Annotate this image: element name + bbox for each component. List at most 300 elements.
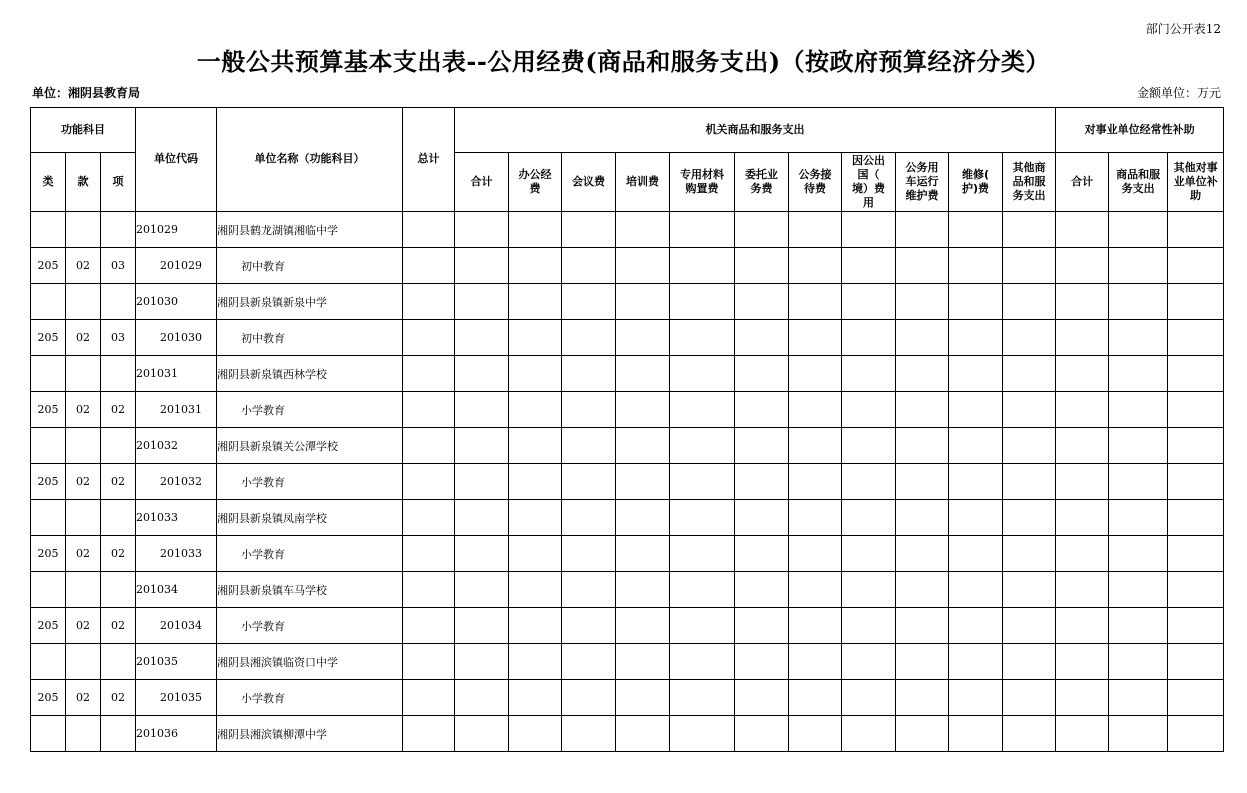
amount-cell	[616, 248, 670, 284]
amount-cell	[562, 644, 616, 680]
amount-cell	[403, 716, 455, 752]
amount-cell	[789, 320, 842, 356]
amount-cell	[896, 356, 949, 392]
table-header	[31, 108, 1224, 212]
agency-col-4: 专用材料 购置费	[670, 153, 735, 212]
amount-cell	[949, 644, 1003, 680]
lei-cell	[31, 572, 66, 608]
amount-cell	[403, 428, 455, 464]
amount-cell	[670, 572, 735, 608]
kuan-header: 款	[66, 153, 101, 212]
amount-cell	[403, 392, 455, 428]
amount-cell	[735, 320, 789, 356]
amount-cell	[403, 464, 455, 500]
amount-cell	[949, 500, 1003, 536]
lei-cell	[31, 500, 66, 536]
amount-cell	[1003, 428, 1056, 464]
table-row	[31, 536, 1224, 572]
amount-cell	[616, 608, 670, 644]
kuan-cell	[66, 356, 101, 392]
amount-cell	[509, 392, 562, 428]
table-row	[31, 608, 1224, 644]
amount-cell	[670, 500, 735, 536]
amount-cell	[842, 212, 896, 248]
table-row	[31, 644, 1224, 680]
amount-cell	[1168, 716, 1224, 752]
amount-cell	[455, 716, 509, 752]
amount-cell	[1003, 212, 1056, 248]
kuan-cell: 02	[66, 680, 101, 716]
amount-cell	[670, 716, 735, 752]
amount-cell	[670, 644, 735, 680]
amount-cell	[1003, 572, 1056, 608]
lei-cell: 205	[31, 680, 66, 716]
agency-col-2: 会议费	[562, 153, 616, 212]
unit-code-cell: 201030	[136, 284, 217, 320]
unit-code-cell: 201029	[136, 212, 217, 248]
amount-cell	[403, 608, 455, 644]
kuan-cell: 02	[66, 464, 101, 500]
amount-cell	[735, 608, 789, 644]
kuan-cell: 02	[66, 392, 101, 428]
amount-cell	[455, 464, 509, 500]
table-row	[31, 392, 1224, 428]
amount-cell	[735, 212, 789, 248]
amount-cell	[616, 212, 670, 248]
amount-cell	[789, 572, 842, 608]
unit-name-cell: 湘阴县湘滨镇临资口中学	[217, 644, 403, 680]
kuan-cell	[66, 644, 101, 680]
amount-cell	[509, 320, 562, 356]
amount-cell	[1056, 608, 1109, 644]
unit-name-cell: 湘阴县湘滨镇柳潭中学	[217, 716, 403, 752]
agency-col-8: 公务用 车运行 维护费	[896, 153, 949, 212]
amount-cell	[735, 284, 789, 320]
unit-code-cell: 201035	[136, 644, 217, 680]
agency-col-0: 合计	[455, 153, 509, 212]
amount-cell	[896, 212, 949, 248]
amount-cell	[670, 428, 735, 464]
amount-cell	[896, 248, 949, 284]
amount-cell	[616, 572, 670, 608]
amount-cell	[509, 428, 562, 464]
amount-cell	[842, 500, 896, 536]
budget-table	[30, 107, 1224, 752]
amount-cell	[509, 500, 562, 536]
amount-cell	[1109, 572, 1168, 608]
amount-cell	[1109, 356, 1168, 392]
agency-col-3: 培训费	[616, 153, 670, 212]
lei-cell: 205	[31, 320, 66, 356]
amount-cell	[1056, 392, 1109, 428]
amount-cell	[949, 608, 1003, 644]
amount-cell	[1056, 428, 1109, 464]
amount-cell	[1056, 248, 1109, 284]
amount-cell	[1003, 464, 1056, 500]
amount-cell	[616, 536, 670, 572]
amount-cell	[670, 212, 735, 248]
kuan-cell	[66, 572, 101, 608]
amount-cell	[509, 284, 562, 320]
amount-cell	[455, 680, 509, 716]
amount-cell	[949, 248, 1003, 284]
unit-name-cell: 小学教育	[217, 680, 403, 716]
xiang-cell: 02	[101, 608, 136, 644]
amount-cell	[509, 608, 562, 644]
amount-cell	[1109, 500, 1168, 536]
lei-cell: 205	[31, 464, 66, 500]
xiang-cell: 03	[101, 320, 136, 356]
amount-cell	[949, 212, 1003, 248]
amount-cell	[1168, 644, 1224, 680]
unit-name-header: 单位名称（功能科目）	[217, 108, 403, 212]
amount-cell	[1109, 212, 1168, 248]
amount-cell	[949, 284, 1003, 320]
amount-cell	[670, 608, 735, 644]
amount-cell	[735, 356, 789, 392]
amount-cell	[1168, 464, 1224, 500]
amount-cell	[1003, 248, 1056, 284]
xiang-header: 项	[101, 153, 136, 212]
amount-cell	[1168, 392, 1224, 428]
amount-cell	[1056, 356, 1109, 392]
table-row	[31, 356, 1224, 392]
amount-cell	[455, 212, 509, 248]
lei-cell: 205	[31, 608, 66, 644]
amount-cell	[789, 500, 842, 536]
amount-cell	[789, 284, 842, 320]
amount-cell	[1168, 212, 1224, 248]
amount-cell	[949, 536, 1003, 572]
agency-group-header: 机关商品和服务支出	[455, 108, 1056, 153]
amount-cell	[403, 356, 455, 392]
unit-name-cell: 湘阴县鹤龙湖镇湘临中学	[217, 212, 403, 248]
amount-cell	[1003, 284, 1056, 320]
amount-cell	[562, 320, 616, 356]
amount-cell	[1003, 680, 1056, 716]
amount-cell	[735, 392, 789, 428]
agency-col-9: 维修( 护)费	[949, 153, 1003, 212]
amount-cell	[1168, 356, 1224, 392]
amount-cell	[403, 572, 455, 608]
table-row	[31, 680, 1224, 716]
amount-cell	[562, 284, 616, 320]
unit-code-cell: 201029	[136, 248, 217, 284]
lei-cell	[31, 428, 66, 464]
unit-name-cell: 湘阴县新泉镇新泉中学	[217, 284, 403, 320]
amount-cell	[1056, 716, 1109, 752]
amount-cell	[949, 680, 1003, 716]
unit-code-cell: 201031	[136, 356, 217, 392]
xiang-cell: 02	[101, 464, 136, 500]
unit-name-cell: 湘阴县新泉镇关公潭学校	[217, 428, 403, 464]
amount-cell	[842, 644, 896, 680]
amount-cell	[949, 716, 1003, 752]
lei-cell	[31, 212, 66, 248]
amount-cell	[1056, 320, 1109, 356]
amount-cell	[789, 608, 842, 644]
amount-cell	[1109, 284, 1168, 320]
amount-cell	[562, 680, 616, 716]
kuan-cell	[66, 716, 101, 752]
amount-cell	[509, 644, 562, 680]
xiang-cell	[101, 428, 136, 464]
unit-code-cell: 201032	[136, 428, 217, 464]
unit-name-cell: 小学教育	[217, 392, 403, 428]
amount-cell	[789, 428, 842, 464]
amount-cell	[789, 356, 842, 392]
amount-cell	[1056, 500, 1109, 536]
unit-code-cell: 201031	[136, 392, 217, 428]
xiang-cell	[101, 356, 136, 392]
unit-code-cell: 201033	[136, 500, 217, 536]
unit-code-cell: 201033	[136, 536, 217, 572]
amount-cell	[509, 536, 562, 572]
unit-code-cell: 201034	[136, 608, 217, 644]
amount-cell	[403, 500, 455, 536]
lei-cell: 205	[31, 248, 66, 284]
amount-cell	[670, 392, 735, 428]
amount-cell	[1056, 464, 1109, 500]
amount-cell	[842, 284, 896, 320]
amount-cell	[789, 716, 842, 752]
amount-cell	[616, 392, 670, 428]
amount-cell	[896, 464, 949, 500]
subsidy-col-2: 其他对事 业单位补 助	[1168, 153, 1224, 212]
amount-cell	[403, 644, 455, 680]
xiang-cell	[101, 284, 136, 320]
xiang-cell	[101, 500, 136, 536]
amount-cell	[1003, 536, 1056, 572]
amount-cell	[842, 428, 896, 464]
amount-cell	[455, 392, 509, 428]
amount-cell	[789, 680, 842, 716]
amount-cell	[1003, 644, 1056, 680]
amount-cell	[1056, 284, 1109, 320]
lei-cell	[31, 284, 66, 320]
amount-unit-label: 金额单位：万元	[1136, 86, 1221, 100]
amount-cell	[455, 644, 509, 680]
amount-cell	[842, 608, 896, 644]
amount-cell	[1056, 680, 1109, 716]
amount-cell	[1109, 644, 1168, 680]
amount-cell	[670, 284, 735, 320]
amount-cell	[842, 716, 896, 752]
amount-cell	[896, 392, 949, 428]
agency-col-6: 公务接 待费	[789, 153, 842, 212]
unit-name-cell: 湘阴县新泉镇车马学校	[217, 572, 403, 608]
amount-cell	[735, 644, 789, 680]
amount-cell	[616, 464, 670, 500]
amount-cell	[735, 680, 789, 716]
amount-cell	[1109, 716, 1168, 752]
table-row	[31, 716, 1224, 752]
amount-cell	[403, 320, 455, 356]
xiang-cell: 02	[101, 392, 136, 428]
subsidy-col-0: 合计	[1056, 153, 1109, 212]
kuan-cell	[66, 500, 101, 536]
lei-cell: 205	[31, 392, 66, 428]
kuan-cell	[66, 212, 101, 248]
xiang-cell	[101, 644, 136, 680]
amount-cell	[1003, 716, 1056, 752]
amount-cell	[735, 500, 789, 536]
amount-cell	[455, 608, 509, 644]
amount-cell	[789, 644, 842, 680]
amount-cell	[1056, 572, 1109, 608]
amount-cell	[670, 680, 735, 716]
amount-cell	[842, 320, 896, 356]
amount-cell	[896, 608, 949, 644]
amount-cell	[1056, 644, 1109, 680]
amount-cell	[789, 464, 842, 500]
amount-cell	[789, 392, 842, 428]
amount-cell	[455, 284, 509, 320]
amount-cell	[455, 248, 509, 284]
amount-cell	[403, 680, 455, 716]
unit-name-cell: 湘阴县新泉镇西林学校	[217, 356, 403, 392]
amount-cell	[455, 320, 509, 356]
lei-cell	[31, 716, 66, 752]
unit-name-cell: 初中教育	[217, 320, 403, 356]
unit-name-cell: 小学教育	[217, 608, 403, 644]
xiang-cell	[101, 716, 136, 752]
amount-cell	[1168, 428, 1224, 464]
amount-cell	[616, 680, 670, 716]
amount-cell	[616, 500, 670, 536]
xiang-cell: 02	[101, 536, 136, 572]
amount-cell	[1168, 608, 1224, 644]
amount-cell	[1003, 320, 1056, 356]
amount-cell	[1168, 680, 1224, 716]
lei-cell	[31, 356, 66, 392]
amount-cell	[842, 248, 896, 284]
amount-cell	[670, 464, 735, 500]
xiang-cell: 02	[101, 680, 136, 716]
amount-cell	[1056, 212, 1109, 248]
unit-name-cell: 小学教育	[217, 536, 403, 572]
amount-cell	[896, 644, 949, 680]
amount-cell	[562, 716, 616, 752]
amount-cell	[1109, 536, 1168, 572]
amount-cell	[896, 320, 949, 356]
table-row	[31, 464, 1224, 500]
table-row	[31, 500, 1224, 536]
unit-name-cell: 湘阴县新泉镇凤南学校	[217, 500, 403, 536]
lei-cell	[31, 644, 66, 680]
amount-cell	[1168, 248, 1224, 284]
amount-cell	[896, 572, 949, 608]
amount-cell	[670, 356, 735, 392]
amount-cell	[842, 392, 896, 428]
amount-cell	[949, 572, 1003, 608]
table-row	[31, 284, 1224, 320]
amount-cell	[842, 356, 896, 392]
amount-cell	[1168, 572, 1224, 608]
amount-cell	[1109, 248, 1168, 284]
form-number: 部门公开表12	[1145, 22, 1221, 36]
amount-cell	[562, 500, 616, 536]
table-row	[31, 248, 1224, 284]
amount-cell	[789, 248, 842, 284]
amount-cell	[562, 536, 616, 572]
amount-cell	[455, 428, 509, 464]
amount-cell	[455, 536, 509, 572]
amount-cell	[509, 356, 562, 392]
amount-cell	[562, 464, 616, 500]
amount-cell	[562, 608, 616, 644]
table-row	[31, 320, 1224, 356]
amount-cell	[949, 320, 1003, 356]
subsidy-col-1: 商品和服 务支出	[1109, 153, 1168, 212]
amount-cell	[896, 284, 949, 320]
amount-cell	[562, 392, 616, 428]
amount-cell	[509, 248, 562, 284]
amount-cell	[509, 464, 562, 500]
unit-code-cell: 201035	[136, 680, 217, 716]
table-row	[31, 212, 1224, 248]
amount-cell	[1109, 428, 1168, 464]
amount-cell	[616, 284, 670, 320]
agency-col-1: 办公经 费	[509, 153, 562, 212]
amount-cell	[562, 572, 616, 608]
amount-cell	[1109, 680, 1168, 716]
amount-cell	[616, 356, 670, 392]
table-row	[31, 572, 1224, 608]
amount-cell	[455, 500, 509, 536]
unit-code-cell: 201030	[136, 320, 217, 356]
amount-cell	[842, 680, 896, 716]
amount-cell	[562, 212, 616, 248]
total-header: 总计	[403, 108, 455, 212]
amount-cell	[789, 536, 842, 572]
kuan-cell: 02	[66, 536, 101, 572]
amount-cell	[1003, 392, 1056, 428]
amount-cell	[1056, 536, 1109, 572]
amount-cell	[616, 716, 670, 752]
amount-cell	[1003, 356, 1056, 392]
amount-cell	[509, 212, 562, 248]
amount-cell	[842, 572, 896, 608]
amount-cell	[735, 464, 789, 500]
amount-cell	[1168, 536, 1224, 572]
amount-cell	[735, 716, 789, 752]
amount-cell	[735, 536, 789, 572]
amount-cell	[1003, 608, 1056, 644]
amount-cell	[455, 572, 509, 608]
lei-cell: 205	[31, 536, 66, 572]
agency-col-7: 因公出 国（ 境）费 用	[842, 153, 896, 212]
amount-cell	[403, 212, 455, 248]
amount-cell	[616, 320, 670, 356]
amount-cell	[1109, 320, 1168, 356]
xiang-cell	[101, 572, 136, 608]
unit-code-header: 单位代码	[136, 108, 217, 212]
table-row	[31, 428, 1224, 464]
functional-subject-header: 功能科目	[31, 108, 136, 153]
table-body	[31, 212, 1224, 752]
amount-cell	[735, 572, 789, 608]
agency-col-5: 委托业 务费	[735, 153, 789, 212]
amount-cell	[842, 536, 896, 572]
amount-cell	[562, 428, 616, 464]
lei-header: 类	[31, 153, 66, 212]
amount-cell	[403, 248, 455, 284]
amount-cell	[949, 392, 1003, 428]
xiang-cell	[101, 212, 136, 248]
amount-cell	[562, 248, 616, 284]
xiang-cell: 03	[101, 248, 136, 284]
